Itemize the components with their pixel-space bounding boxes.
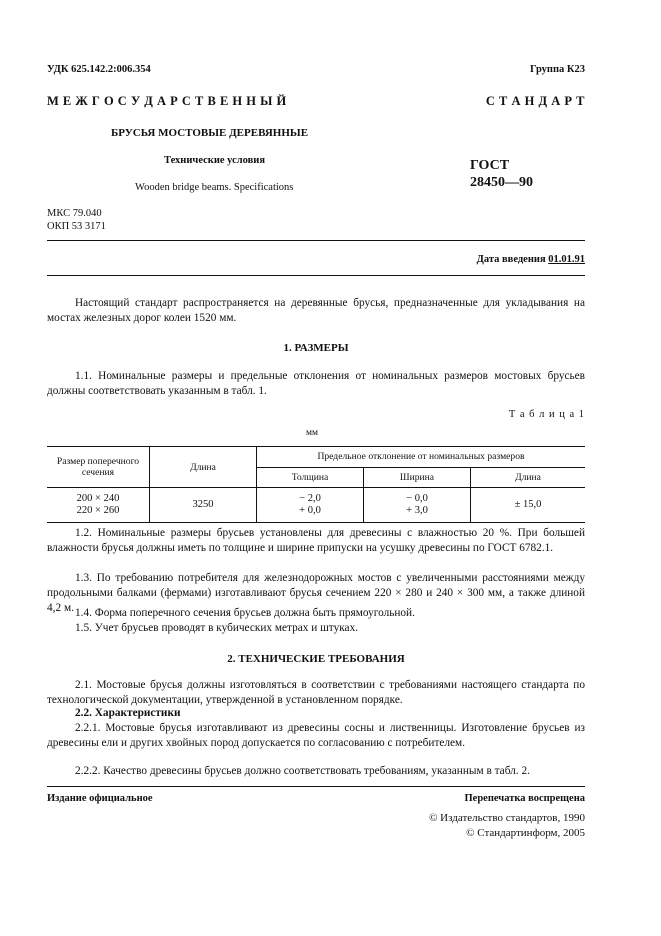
table-1-caption: Т а б л и ц а 1	[508, 409, 585, 420]
th-length: Длина	[150, 447, 257, 488]
document-subtitle: Технические условия	[164, 155, 266, 166]
section-size-2: 220 × 260	[76, 505, 120, 516]
standard-banner	[47, 94, 585, 109]
paragraph-2-2-heading: 2.2. Характеристики	[75, 707, 181, 719]
th-len-dev: Длина	[471, 467, 586, 488]
td-length: 3250	[150, 488, 257, 523]
footer-divider	[47, 786, 585, 787]
intro-date-label: Дата введения	[476, 254, 546, 265]
okp-code: ОКП 53 3171	[47, 221, 106, 232]
intro-date	[477, 254, 585, 265]
paragraph-1-1: 1.1. Номинальные размеры и предельные отклонения от номинальных размеров мостовых брусьев должны соответствовать указанным в табл. 1.	[47, 370, 585, 397]
table-1-unit: мм	[306, 428, 319, 438]
thickness-plus: + 0,0	[299, 505, 321, 516]
width-plus: + 3,0	[406, 505, 428, 516]
paragraph-1-5: 1.5. Учет брусьев проводят в кубических метрах и штуках.	[75, 622, 359, 634]
td-sections	[47, 488, 150, 523]
paragraph-1-4: 1.4. Форма поперечного сечения брусьев должна быть прямоугольной.	[75, 607, 415, 619]
paragraph-2-2-1: 2.2.1. Мостовые брусья изготавливают из древесины сосны и лиственницы. Изготовление брусьев из древесины ели и других хвойных пород допускается по согласованию с потребителем.	[47, 722, 585, 749]
intro-date-value: 01.01.91	[548, 254, 585, 265]
gost-label: ГОСТ	[470, 158, 510, 173]
copyright-2: © Стандартинформ, 2005	[466, 827, 585, 839]
thickness-minus: − 2,0	[299, 493, 321, 504]
paragraph-2-2-2: 2.2.2. Качество древесины брусьев должно соответствовать требованиям, указанным в табл. 2.	[75, 765, 530, 777]
copyright-1: © Издательство стандартов, 1990	[429, 812, 585, 824]
paragraph-2-1: 2.1. Мостовые брусья должны изготовляться в соответствии с требованиями настоящего стандарта по технологической документации, утвержденной в установленном порядке.	[47, 679, 585, 706]
th-section: Размер поперечного сечения	[47, 447, 150, 488]
table-1	[47, 446, 585, 523]
width-minus: − 0,0	[406, 493, 428, 504]
date-divider	[47, 275, 585, 276]
title-divider	[47, 240, 585, 241]
td-thickness	[257, 488, 364, 523]
banner-word-2: С Т А Н Д А Р Т	[485, 94, 585, 108]
scope-paragraph: Настоящий стандарт распространяется на деревянные брусья, предназначенные для укладывания на мостах железных дорог колеи 1520 мм.	[47, 297, 585, 324]
gost-number: 28450—90	[470, 175, 533, 190]
official-edition: Издание официальное	[47, 793, 153, 804]
th-width: Ширина	[364, 467, 471, 488]
section-size-1: 200 × 240	[76, 493, 120, 504]
th-thickness: Толщина	[257, 467, 364, 488]
td-len-dev: ± 15,0	[471, 488, 586, 523]
group-code: Группа К23	[529, 64, 585, 75]
paragraph-1-2: 1.2. Номинальные размеры брусьев установлены для древесины с влажностью 20 %. При большей влажности брусья должны иметь по толщине и ширине припуски на усушку древесины по ГОСТ 6782.1.	[47, 527, 585, 554]
document-title: БРУСЬЯ МОСТОВЫЕ ДЕРЕВЯННЫЕ	[111, 127, 309, 139]
section-1-heading: 1. РАЗМЕРЫ	[283, 342, 349, 354]
mks-code: МКС 79.040	[47, 208, 102, 219]
th-deviation: Предельное отклонение от номинальных размеров	[257, 447, 586, 468]
paragraph-1-3: 1.3. По требованию потребителя для железнодорожных мостов с увеличенными расстояниями между продольными балками (фермами) изготавливают брусья сечением 220 × 280 и 240 × 300 мм, а также длиной 4,2 м.	[47, 572, 585, 614]
reprint-notice: Перепечатка воспрещена	[464, 793, 585, 804]
td-width	[364, 488, 471, 523]
banner-word-1: М Е Ж Г О С У Д А Р С Т В Е Н Н Ы Й	[47, 94, 287, 108]
udk-code: УДК 625.142.2:006.354	[47, 64, 151, 75]
section-2-heading: 2. ТЕХНИЧЕСКИЕ ТРЕБОВАНИЯ	[227, 653, 405, 665]
english-title: Wooden bridge beams. Specifications	[135, 182, 294, 193]
